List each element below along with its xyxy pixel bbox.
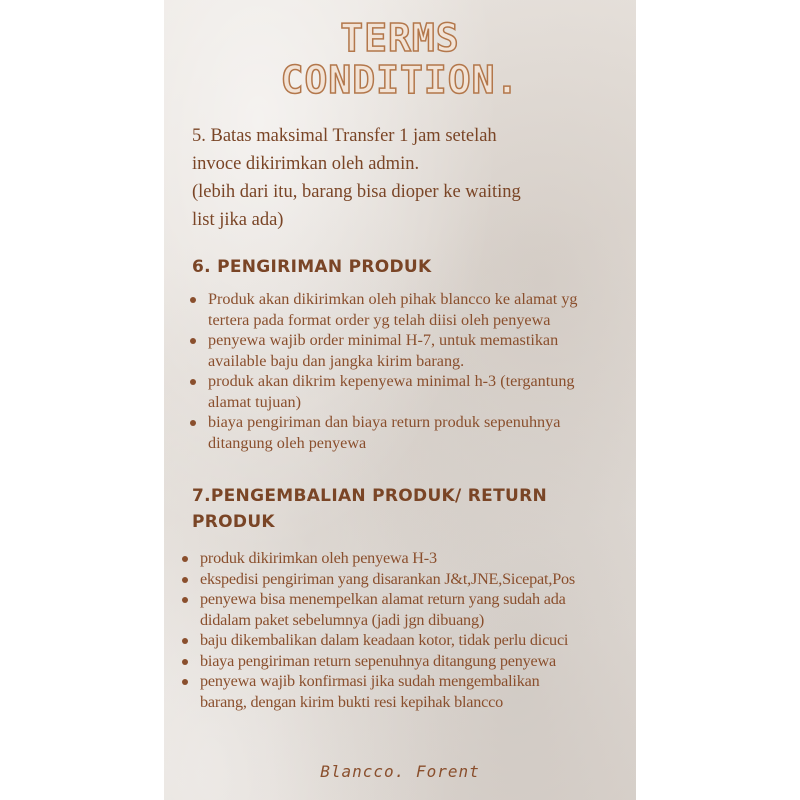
title-line-1: TERMS bbox=[340, 16, 460, 60]
list-item-line: Produk akan dikirimkan oleh pihak blancco ke alamat yg bbox=[208, 290, 578, 308]
list-item bbox=[182, 630, 575, 651]
list-item-line: available baju dan jangka kirim barang. bbox=[208, 351, 465, 370]
bullet-icon bbox=[190, 338, 196, 344]
list-item-line: penyewa wajib konfirmasi jika sudah mengembalikan bbox=[200, 672, 540, 690]
list-item bbox=[182, 589, 575, 630]
section-6-list bbox=[190, 289, 578, 453]
list-item-line: biaya pengiriman return sepenuhnya ditangung penyewa bbox=[200, 651, 556, 670]
section-7-list bbox=[182, 548, 575, 712]
list-item-line: alamat tujuan) bbox=[208, 392, 302, 411]
list-item bbox=[182, 548, 575, 569]
list-item-line: produk akan dikrim kepenyewa minimal h-3 (tergantung bbox=[208, 372, 575, 390]
bullet-icon bbox=[190, 379, 196, 385]
title-line-2: CONDITION. bbox=[280, 58, 520, 102]
brand-signature: Blancco. Forent bbox=[320, 762, 480, 781]
list-item-line: penyewa wajib order minimal H-7, untuk memastikan bbox=[208, 331, 559, 349]
list-item-line: barang, dengan kirim bukti resi kepihak blancco bbox=[200, 692, 504, 711]
bullet-icon bbox=[182, 638, 188, 644]
section-7-heading bbox=[192, 483, 547, 535]
section-5-line: invoce dikirimkan oleh admin. bbox=[192, 154, 420, 174]
bullet-icon bbox=[182, 597, 188, 603]
list-item bbox=[182, 671, 575, 712]
list-item bbox=[190, 371, 578, 412]
list-item-line: biaya pengiriman dan biaya return produk sepenuhnya bbox=[208, 413, 561, 431]
terms-card bbox=[164, 0, 636, 800]
list-item bbox=[190, 330, 578, 371]
section-5-paragraph bbox=[192, 122, 622, 234]
list-item-line: didalam paket sebelumnya (jadi jgn dibuang) bbox=[200, 610, 485, 629]
section-5-line: 5. Batas maksimal Transfer 1 jam setelah bbox=[192, 126, 497, 146]
section-5-line: (lebih dari itu, barang bisa dioper ke waiting bbox=[192, 182, 521, 202]
list-item bbox=[182, 569, 575, 590]
bullet-icon bbox=[182, 556, 188, 562]
bullet-icon bbox=[190, 420, 196, 426]
list-item-line: ekspedisi pengiriman yang disarankan J&t,JNE,Sicepat,Pos bbox=[200, 569, 575, 588]
list-item-line: ditangung oleh penyewa bbox=[208, 433, 367, 452]
section-7-heading-line: PRODUK bbox=[192, 512, 275, 532]
list-item-line: tertera pada format order yg telah diisi oleh penyewa bbox=[208, 310, 551, 329]
section-6-heading-text: 6. PENGIRIMAN PRODUK bbox=[192, 257, 432, 277]
bullet-icon bbox=[182, 659, 188, 665]
bullet-icon bbox=[190, 297, 196, 303]
section-7-heading-line: 7.PENGEMBALIAN PRODUK/ RETURN bbox=[192, 486, 547, 506]
list-item bbox=[182, 651, 575, 672]
list-item bbox=[190, 412, 578, 453]
list-item-line: produk dikirimkan oleh penyewa H-3 bbox=[200, 549, 437, 567]
list-item-line: penyewa bisa menempelkan alamat return yang sudah ada bbox=[200, 590, 566, 608]
bullet-icon bbox=[182, 577, 188, 583]
bullet-icon bbox=[182, 679, 188, 685]
list-item bbox=[190, 289, 578, 330]
section-6-heading bbox=[192, 254, 432, 280]
list-item-line: baju dikembalikan dalam keadaan kotor, tidak perlu dicuci bbox=[200, 631, 569, 649]
section-5-line: list jika ada) bbox=[192, 210, 284, 230]
